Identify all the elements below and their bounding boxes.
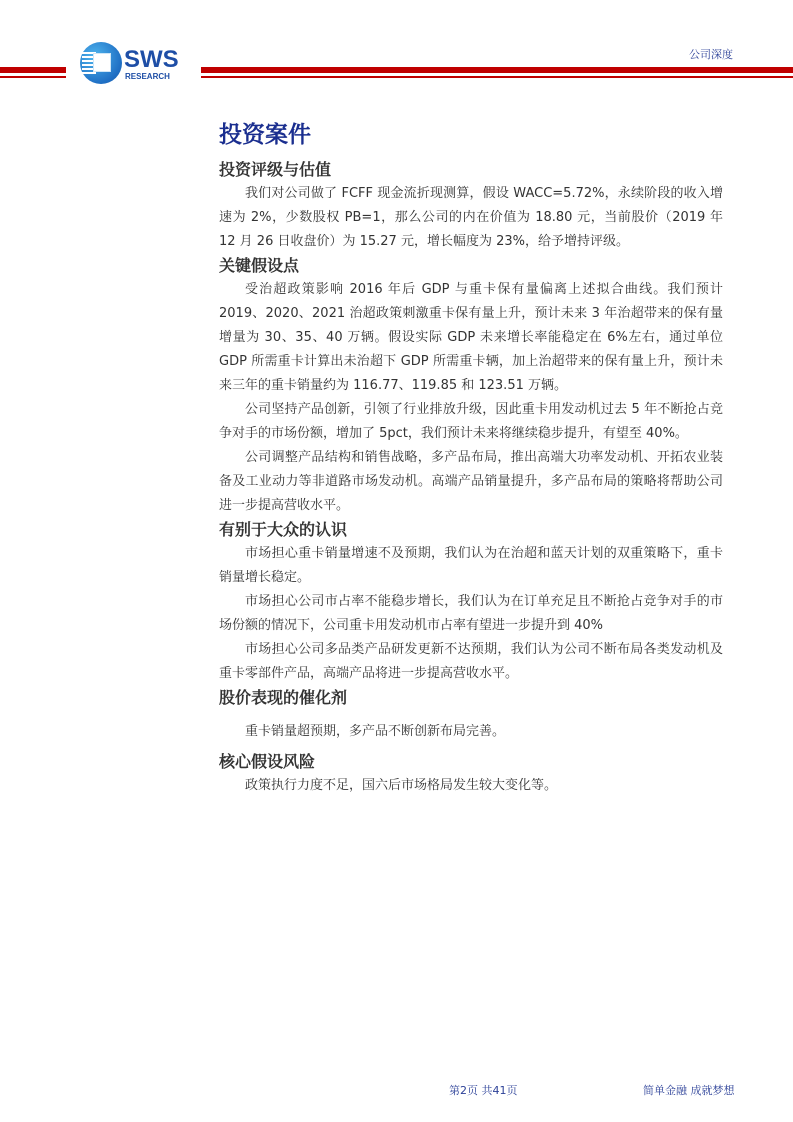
section-heading-key-assumptions: 关键假设点	[219, 256, 300, 275]
page-number: 第2页 共41页	[449, 1084, 518, 1097]
logo-text: SWS	[124, 46, 179, 73]
paragraph: 公司调整产品结构和销售战略，多产品布局，推出高端大功率发动机、开拓农业装备及工业动力等非道路市场发动机。高端产品销量提升，多产品布局的策略将帮助公司进一步提高营收水平。	[219, 450, 723, 513]
header-rule-left-thick	[0, 67, 66, 73]
page-title: 投资案件	[219, 122, 311, 148]
paragraph: 市场担心重卡销量增速不及预期，我们认为在治超和蓝天计划的双重策略下，重卡销量增长稳定。	[219, 546, 723, 585]
header-rule-right-thin	[201, 76, 793, 78]
header-rule-left-thin	[0, 76, 66, 78]
document-body	[219, 118, 723, 798]
paragraph: 市场担心公司多品类产品研发更新不达预期，我们认为公司不断布局各类发动机及重卡零部件产品，高端产品将进一步提高营收水平。	[219, 642, 723, 681]
sws-globe-icon	[80, 42, 122, 84]
section-heading-valuation: 投资评级与估值	[219, 160, 332, 179]
sws-logo	[80, 42, 190, 86]
paragraph: 我们对公司做了 FCFF 现金流折现测算，假设 WACC=5.72%，永续阶段的收入增速为 2%，少数股权 PB=1，那么公司的内在价值为 18.80 元，当前股价（2019 年 12 月 26 日收盘价）为 15.27 元，增长幅度为 23%，给予增持评级。	[219, 186, 723, 249]
paragraph: 政策执行力度不足，国六后市场格局发生较大变化等。	[245, 778, 558, 793]
logo-subtext: RESEARCH	[125, 72, 170, 81]
paragraph: 受治超政策影响 2016 年后 GDP 与重卡保有量偏离上述拟合曲线。我们预计 2019、2020、2021 治超政策刺激重卡保有量上升，预计未来 3 年治超带来的保有量增量为 30、35、40 万辆。假设实际 GDP 未来增长率能稳定在 6%左右，通过单位 GDP 所需重卡计算出未治超下 GDP 所需重卡辆，加上治超带来的保有量上升，预计未来三年的重卡销量约为 116.77、119.85 和 123.51 万辆。	[219, 282, 723, 393]
report-type-label: 公司深度	[689, 48, 733, 61]
footer-slogan: 简单金融 成就梦想	[643, 1084, 735, 1097]
section-heading-differentiated-view: 有别于大众的认识	[219, 520, 348, 539]
header-rule-right-thick	[201, 67, 793, 73]
paragraph: 公司坚持产品创新，引领了行业排放升级，因此重卡用发动机过去 5 年不断抢占竞争对手的市场份额，增加了 5pct，我们预计未来将继续稳步提升，有望至 40%。	[219, 402, 723, 441]
section-heading-catalysts: 股价表现的催化剂	[219, 688, 348, 707]
section-heading-risks: 核心假设风险	[219, 752, 316, 771]
paragraph: 市场担心公司市占率不能稳步增长，我们认为在订单充足且不断抢占竞争对手的市场份额的情况下，公司重卡用发动机市占率有望进一步提升到 40%	[219, 594, 723, 633]
paragraph: 重卡销量超预期，多产品不断创新布局完善。	[245, 724, 506, 739]
